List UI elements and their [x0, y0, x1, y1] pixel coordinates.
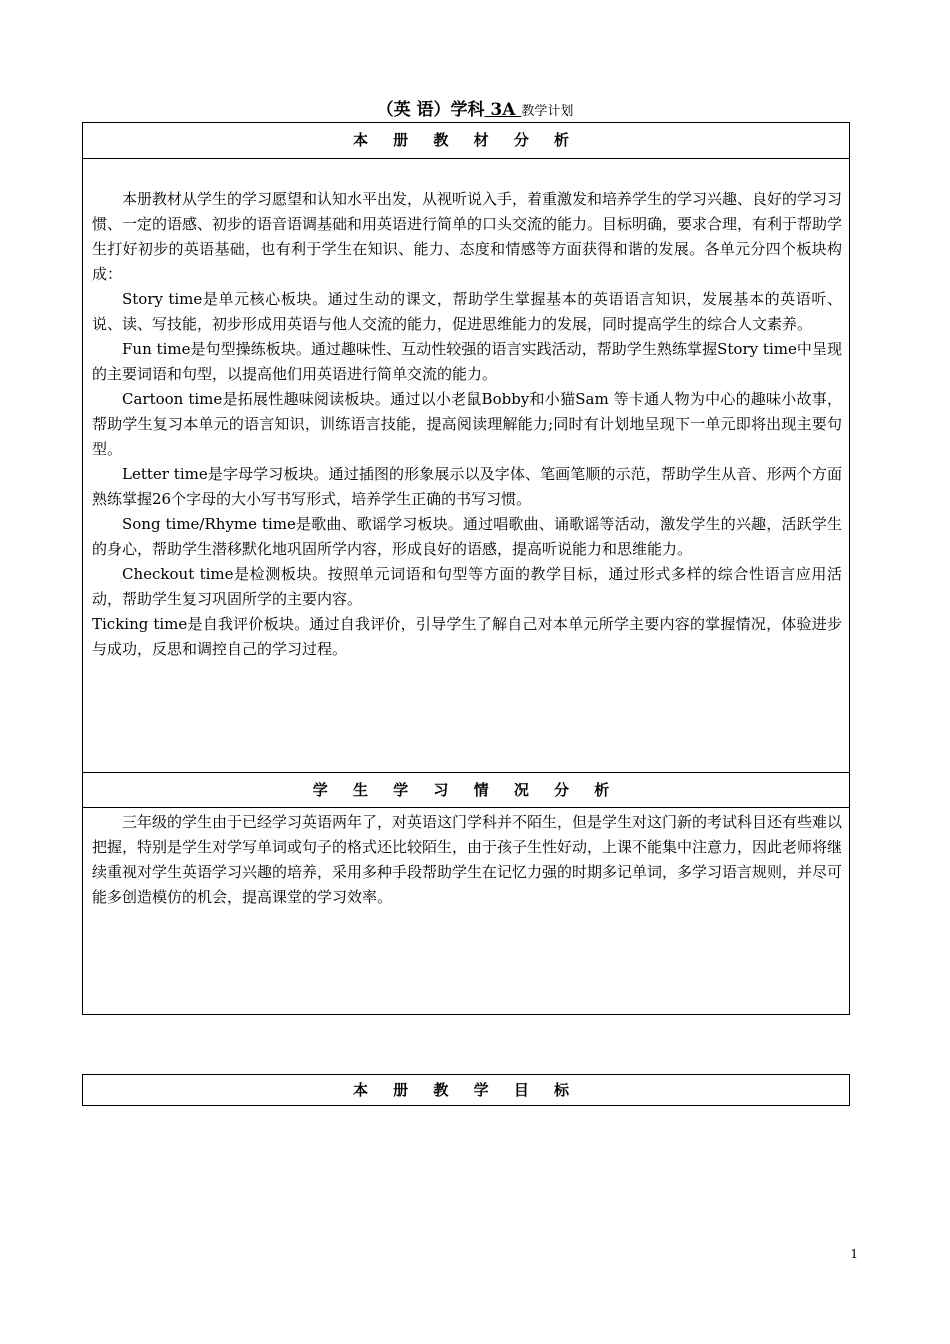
teaching-goals-heading: 本 册 教 学 目 标 [82, 1074, 850, 1106]
letter-time-paragraph: Letter time是字母学习板块。通过插图的形象展示以及字体、笔画笔顺的示范，帮助学生从音、形两个方面熟练掌握26个字母的大小写书写形式，培养学生正确的书写习惯。 [92, 465, 842, 508]
title-subject: （英 语）学科 [376, 100, 485, 120]
student-analysis-heading: 学 生 学 习 情 况 分 析 [83, 773, 849, 808]
title-grade: 3A [484, 100, 522, 120]
page-number: 1 [850, 1247, 858, 1261]
student-analysis-paragraph: 三年级的学生由于已经学习英语两年了，对英语这门学科并不陌生，但是学生对这门新的考试科目还有些难以把握，特别是学生对学写单词或句子的格式还比较陌生，由于孩子生性好动，上课不能集中注意力，因此老师将继续重视对学生英语学习兴趣的培养，采用多种手段帮助学生在记忆力强的时期多记单词，多学习语言规则，并尽可能多创造模仿的机会，提高课堂的学习效率。 [92, 813, 843, 906]
textbook-analysis-body [83, 159, 849, 773]
checkout-time-paragraph: Checkout time是检测板块。按照单元词语和句型等方面的教学目标，通过形式多样的综合性语言应用活动，帮助学生复习巩固所学的主要内容。 [92, 565, 842, 608]
story-time-paragraph: Story time是单元核心板块。通过生动的课文，帮助学生掌握基本的英语语言知识，发展基本的英语听、说、读、写技能，初步形成用英语与他人交流的能力，促进思维能力的发展，同时提高学生的综合人文素养。 [92, 290, 842, 333]
textbook-analysis-heading: 本 册 教 材 分 析 [83, 123, 849, 159]
ticking-time-paragraph: Ticking time是自我评价板块。通过自我评价，引导学生了解自己对本单元所学主要内容的掌握情况，体验进步与成功，反思和调控自己的学习过程。 [92, 615, 842, 658]
student-analysis-body [83, 808, 849, 910]
title-suffix: 教学计划 [521, 104, 574, 119]
fun-time-paragraph: Fun time是句型操练板块。通过趣味性、互动性较强的语言实践活动，帮助学生熟练掌握Story time中呈现的主要词语和句型，以提高他们用英语进行简单交流的能力。 [92, 340, 842, 383]
analysis-intro-paragraph: 本册教材从学生的学习愿望和认知水平出发，从视听说入手，着重激发和培养学生的学习兴趣、良好的学习习惯、一定的语感、初步的语音语调基础和用英语进行简单的口头交流的能力。目标明确，要求合理，有利于帮助学生打好初步的英语基础，也有利于学生在知识、能力、态度和情感等方面获得和谐的发展。各单元分四个板块构成： [92, 190, 843, 283]
analysis-table [82, 122, 850, 1015]
song-rhyme-time-paragraph: Song time/Rhyme time是歌曲、歌谣学习板块。通过唱歌曲、诵歌谣等活动，激发学生的兴趣，活跃学生的身心，帮助学生潜移默化地巩固所学内容，形成良好的语感，提高听说能力和思维能力。 [92, 515, 842, 558]
cartoon-time-paragraph: Cartoon time是拓展性趣味阅读板块。通过以小老鼠Bobby和小猫Sam 等卡通人物为中心的趣味小故事，帮助学生复习本单元的语言知识，训练语言技能，提高阅读理解能力;同时有计划地呈现下一单元即将出现主要句型。 [92, 390, 842, 458]
document-title [0, 98, 950, 124]
